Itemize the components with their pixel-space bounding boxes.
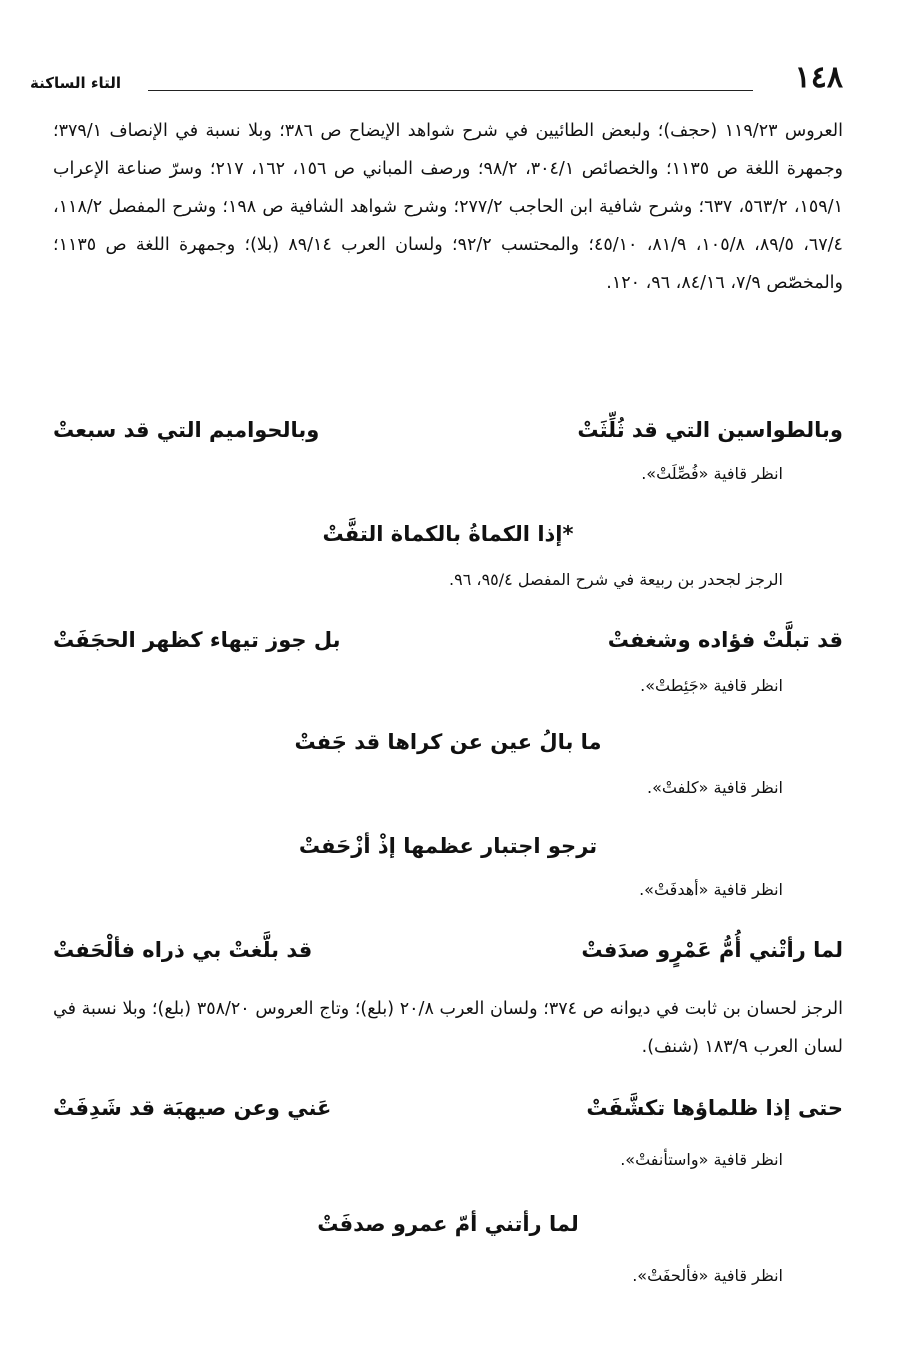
verse-line xyxy=(53,730,843,770)
footnote-line: وشرح شافية ابن الحاجب ٢٧٧/٢؛ وشرح شواهد الشافية ص ١٩٨؛ وشرح المفصل xyxy=(108,197,693,217)
cross-reference-note: انظر قافية «فُصِّلَتْ». xyxy=(641,464,783,483)
cross-reference-note: انظر قافية «أهدفَتْ». xyxy=(639,880,783,899)
cross-reference-note: انظر قافية «واستأنفتْ». xyxy=(620,1150,783,1169)
verse-line xyxy=(53,834,843,874)
verse-line xyxy=(53,1212,843,1252)
verse-line xyxy=(53,938,843,978)
verse-first-hemistich: وبالطواسين التي قد ثُلِّثَتْ xyxy=(577,418,843,442)
source-note-paragraph xyxy=(53,990,843,1066)
header-rule xyxy=(148,90,753,91)
source-note-line: العروس ٣٥٨/٢٠ (بلع)؛ وبلا نسبة في لسان العرب ١٨٣/٩ (شنف). xyxy=(53,999,843,1057)
cross-reference-note: انظر قافية «كلفتْ». xyxy=(647,778,783,797)
rajaz-verse: *إذا الكماةُ بالكماة التفَّتْ xyxy=(322,522,574,546)
footnote-line: نسبة في الإنصاف ٣٧٩/١؛ وجمهرة اللغة ص ١١٣٥؛ والخصائص ٣٠٤/١، ٩٨/٢؛ xyxy=(53,121,843,179)
footnote-paragraph xyxy=(53,112,843,302)
page-header xyxy=(30,60,843,100)
cross-reference-note: انظر قافية «جَئِطتْ». xyxy=(640,676,783,695)
rajaz-verse: لما رأتني أمّ عمرو صدفَتْ xyxy=(317,1212,579,1236)
footnote-line: العروس ١١٩/٢٣ (حجف)؛ ولبعض الطائيين في شرح شواهد الإيضاح ص ٣٨٦؛ وبلا xyxy=(248,121,843,141)
running-title: التاء الساكنة xyxy=(30,74,122,92)
verse-second-hemistich: بل جوز تيهاء كظهر الحجَفَتْ xyxy=(53,628,341,652)
rajaz-verse: ما بالُ عين عن كراها قد جَفتْ xyxy=(294,730,602,754)
footnote-line: ١٢٠. xyxy=(606,273,641,293)
source-note-line: الرجز لحسان بن ثابت في ديوانه ص ٣٧٤؛ ولسان العرب ٢٠/٨ (بلع)؛ وتاج xyxy=(319,999,843,1019)
footnote-line: ١١٨/٢، ٦٧/٤، ٨٩/٥، ١٠٥/٨، ٨١/٩، ٤٥/١٠؛ والمحتسب ٩٢/٢؛ ولسان xyxy=(53,197,843,255)
cross-reference-note: انظر قافية «فألحفَتْ». xyxy=(632,1266,783,1285)
verse-first-hemistich: حتى إذا ظلماؤها تكشَّفَتْ xyxy=(586,1096,843,1120)
verse-first-hemistich: قد تبلَّتْ فؤاده وشغفتْ xyxy=(607,628,843,652)
page-number: ١٤٨ xyxy=(794,60,843,95)
rajaz-verse: ترجو اجتبار عظمها إذْ أزْحَفتْ xyxy=(298,834,598,858)
verse-line xyxy=(53,1096,843,1136)
verse-line xyxy=(53,628,843,668)
footnote-line: العرب ٨٩/١٤ (بلا)؛ وجمهرة اللغة ص ١١٣٥؛ والمخصّص ٧/٩، ٨٤/١٦، ٩٦، xyxy=(53,235,843,293)
verse-second-hemistich: عَني وعن صيهبَة قد شَدِفَتْ xyxy=(53,1096,332,1120)
footnote-line: ورصف المباني ص ١٥٦، ١٦٢، ٢١٧؛ وسرّ صناعة الإعراب ١٥٩/١، ٥٦٣/٢، ٦٣٧؛ xyxy=(53,159,843,217)
verse-second-hemistich: قد بلَّغتْ بي ذراه فألْحَفتْ xyxy=(53,938,313,962)
verse-line xyxy=(53,418,843,458)
source-note: الرجز لجحدر بن ربيعة في شرح المفصل ٩٥/٤، ٩٦. xyxy=(449,570,783,589)
verse-second-hemistich: وبالحواميم التي قد سبعتْ xyxy=(53,418,320,442)
verse-line xyxy=(53,522,843,562)
verse-first-hemistich: لما رأتْني أُمُّ عَمْرٍو صدَفتْ xyxy=(581,938,843,962)
